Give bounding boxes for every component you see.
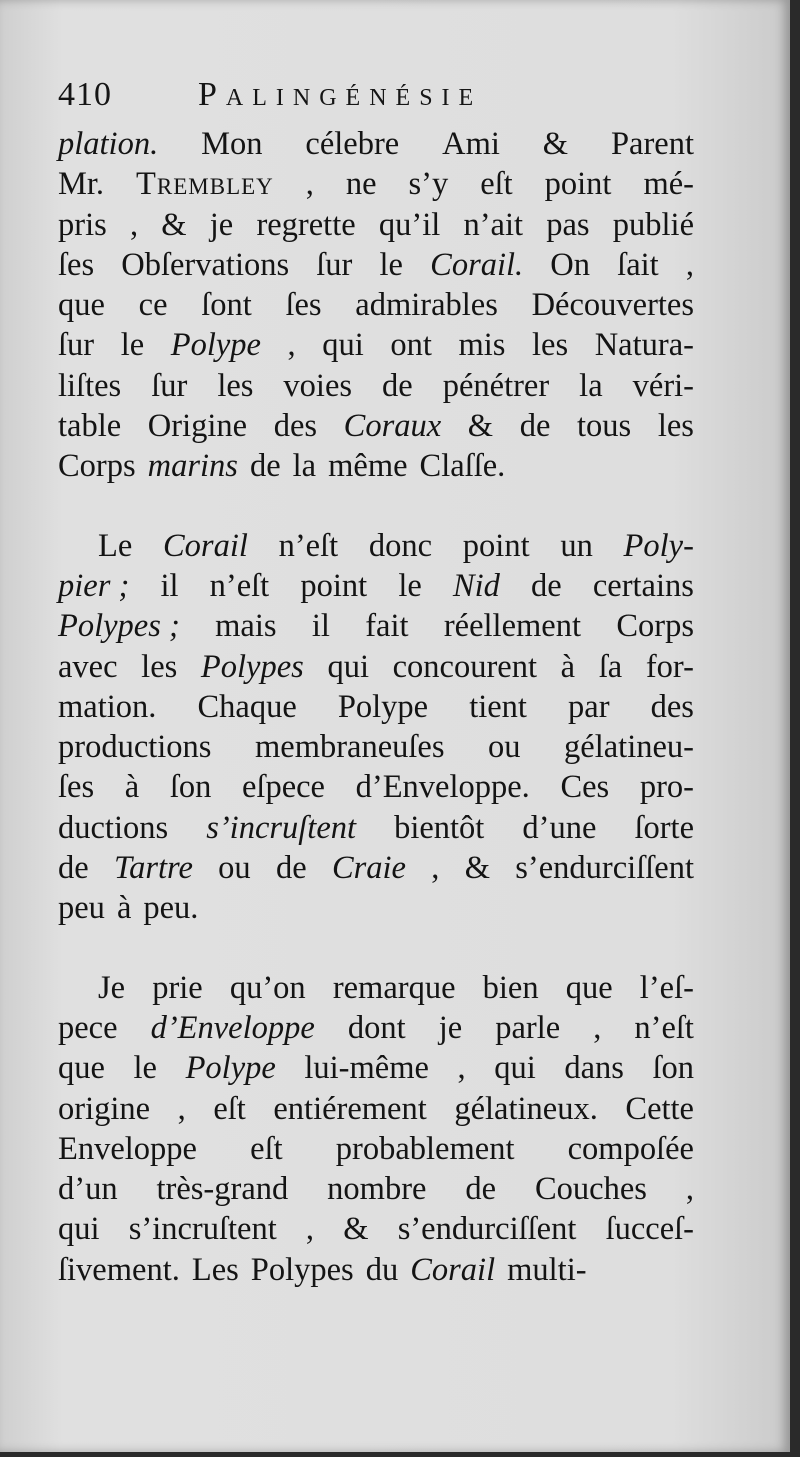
word: Mr.	[58, 166, 105, 203]
word: s’endurciſſent	[397, 1211, 577, 1248]
word: mis	[458, 327, 506, 364]
word: nombre	[327, 1171, 427, 1208]
word: Nid	[452, 567, 500, 604]
word: de	[531, 567, 562, 604]
word: remarque	[332, 969, 456, 1006]
word: que	[58, 287, 105, 324]
word: la	[579, 367, 603, 404]
word: que	[565, 969, 613, 1006]
word: entiérement	[273, 1090, 427, 1127]
word: Les	[191, 1251, 239, 1288]
word: Polypes	[250, 1251, 354, 1288]
word: de	[465, 1171, 497, 1208]
word: dans	[564, 1050, 624, 1087]
word: multi-	[507, 1251, 587, 1288]
word: s’incruſtent	[206, 809, 357, 846]
word: n’eſt	[278, 527, 339, 564]
word: ce	[138, 287, 168, 324]
word: ſa	[598, 648, 623, 685]
text-line	[58, 808, 694, 848]
word: publié	[612, 206, 694, 243]
word: les	[217, 367, 254, 404]
text-line	[58, 1089, 694, 1129]
word: qu’on	[229, 969, 306, 1006]
text-line	[58, 446, 694, 486]
word: les	[141, 648, 178, 685]
word: à	[124, 769, 140, 806]
word: pece	[58, 1009, 118, 1046]
text-line	[58, 366, 694, 406]
word: s’endurciſſent	[515, 850, 694, 887]
word: qui	[494, 1050, 536, 1087]
text-line	[58, 687, 694, 727]
word: membraneuſes	[254, 729, 445, 766]
word: ſon	[652, 1050, 694, 1087]
word: de	[382, 367, 413, 404]
word: Le	[98, 527, 133, 564]
word: Natura-	[594, 327, 694, 364]
word: peu	[58, 890, 105, 927]
word: Coraux	[343, 408, 442, 445]
word: n’eſt	[634, 1009, 694, 1046]
word: productions	[58, 729, 212, 766]
word: for-	[645, 648, 694, 685]
word: de	[519, 408, 551, 445]
word: ſes	[58, 246, 95, 283]
text-line	[58, 888, 694, 928]
word: d’une	[522, 809, 597, 846]
word: je	[438, 1009, 463, 1046]
word: mation.	[58, 688, 157, 725]
word: table	[58, 408, 122, 445]
word: plation.	[58, 126, 159, 162]
word: de	[275, 850, 307, 887]
word: Corail	[410, 1251, 496, 1288]
word: Polype	[185, 1050, 276, 1087]
word: ſur	[316, 246, 353, 283]
word: point	[462, 527, 530, 564]
text-line	[58, 406, 694, 446]
word: il	[160, 567, 179, 604]
word: Polype	[337, 688, 429, 725]
word: pro-	[639, 769, 694, 806]
word: à	[116, 890, 132, 927]
word: des	[650, 688, 694, 725]
text-line	[58, 285, 694, 325]
text-line	[58, 245, 694, 285]
text-line	[58, 727, 694, 767]
word: que	[58, 1050, 105, 1087]
word: d’Enveloppe.	[355, 769, 530, 806]
word: ,	[431, 850, 440, 887]
word: eſt	[480, 166, 513, 203]
word: les	[657, 408, 694, 445]
text-line	[58, 968, 694, 1008]
paragraph-gap	[58, 487, 694, 526]
word: Corail	[163, 527, 248, 564]
word: Découvertes	[531, 287, 694, 324]
word: n’ait	[463, 206, 524, 243]
running-title: Palingénésie	[198, 76, 483, 113]
word: certains	[592, 567, 694, 604]
word: un	[560, 527, 593, 564]
word: l’eſ-	[639, 969, 694, 1006]
text-line	[58, 647, 694, 687]
word: Claſſe.	[419, 448, 506, 485]
word: le	[398, 567, 422, 604]
word: Ces	[560, 769, 610, 806]
word: bientôt	[394, 809, 485, 846]
word: Corps	[58, 448, 136, 485]
page-number: 410	[58, 76, 112, 113]
word: Polypes	[200, 648, 304, 685]
word: ſur	[151, 367, 188, 404]
word: s’y	[408, 166, 449, 203]
text-line	[58, 124, 694, 164]
word: compoſée	[567, 1130, 694, 1167]
word: Tartre	[113, 850, 193, 887]
word: de	[58, 850, 89, 887]
word: ,	[287, 327, 296, 364]
word: avec	[58, 648, 118, 685]
word: très-grand	[156, 1171, 289, 1208]
word: Chaque	[197, 688, 297, 725]
text-line	[58, 566, 694, 606]
word: Ami	[442, 126, 500, 162]
word: ,	[593, 1009, 602, 1046]
word: Mon	[201, 126, 263, 162]
word: regrette	[256, 206, 356, 243]
word: lui-même	[304, 1050, 429, 1087]
paragraph	[58, 124, 694, 487]
word: pénétrer	[442, 367, 550, 404]
text-line	[58, 164, 694, 204]
word: tient	[469, 688, 527, 725]
word: &	[542, 126, 569, 162]
word: ,	[457, 1050, 466, 1087]
word: ſont	[201, 287, 252, 324]
word: ſucceſ-	[605, 1211, 694, 1248]
text-line	[58, 1169, 694, 1209]
word: ſait	[617, 246, 659, 283]
word: gélatineux.	[454, 1090, 598, 1127]
word: ſur	[58, 327, 95, 364]
word: je	[209, 206, 234, 243]
word: ſorte	[634, 809, 694, 846]
word: On	[550, 246, 591, 283]
text-line	[58, 1209, 694, 1249]
word: probablement	[335, 1130, 515, 1167]
word: de	[249, 448, 281, 485]
word: gélatineu-	[564, 729, 694, 766]
word: la	[292, 448, 317, 485]
word: ductions	[58, 809, 169, 846]
text-line	[58, 325, 694, 365]
word: donc	[368, 527, 433, 564]
word: qui	[327, 648, 369, 685]
word: Parent	[610, 126, 694, 162]
word: Cette	[625, 1090, 694, 1127]
word: il	[311, 608, 330, 645]
word: ,	[129, 206, 139, 243]
word: pier ;	[58, 567, 130, 604]
word: &	[343, 1211, 369, 1248]
word: ,	[685, 246, 694, 283]
running-head	[58, 76, 698, 114]
word: qu’il	[378, 206, 441, 243]
word: Obſervations	[121, 246, 290, 283]
word: Craie	[331, 850, 406, 887]
word: Je	[98, 969, 126, 1006]
word: ſon	[169, 769, 212, 806]
paragraph	[58, 526, 694, 929]
word: eſpece	[242, 769, 325, 806]
word: voies	[283, 367, 353, 404]
word: du	[365, 1251, 399, 1288]
word: ſes	[58, 769, 95, 806]
word: ,	[305, 166, 314, 203]
word: eſt	[250, 1130, 283, 1167]
text-line	[58, 848, 694, 888]
word: &	[467, 408, 494, 445]
word: Origine	[147, 408, 248, 445]
word: le	[120, 327, 145, 364]
word: Enveloppe	[58, 1130, 197, 1167]
word: ,	[305, 1211, 315, 1248]
word: Couches	[534, 1171, 647, 1208]
word: peu.	[143, 890, 199, 927]
text-line	[58, 1048, 694, 1088]
word: Trembley	[136, 166, 274, 203]
word: fait	[365, 608, 409, 645]
word: pris	[58, 206, 107, 243]
word: réellement	[443, 608, 581, 645]
word: Corps	[616, 608, 694, 645]
text-line	[58, 606, 694, 646]
word: ſes	[285, 287, 322, 324]
text-line	[58, 1250, 694, 1290]
word: véri-	[632, 367, 694, 404]
paragraph	[58, 968, 694, 1290]
word: qui	[58, 1211, 100, 1248]
word: admirables	[355, 287, 498, 324]
word: parle	[495, 1009, 561, 1046]
word: célebre	[305, 126, 400, 162]
word: à	[560, 648, 576, 685]
body-text	[58, 124, 694, 1290]
paragraph-gap	[58, 929, 694, 968]
word: concourent	[392, 648, 538, 685]
word: le	[379, 246, 403, 283]
word: ne	[345, 166, 377, 203]
text-line	[58, 767, 694, 807]
word: origine	[58, 1090, 151, 1127]
text-line	[58, 205, 694, 245]
word: le	[133, 1050, 157, 1087]
word: marins	[147, 448, 238, 485]
word: pas	[546, 206, 590, 243]
word: ,	[177, 1090, 186, 1127]
word: mais	[215, 608, 277, 645]
word: ,	[685, 1171, 694, 1208]
word: des	[273, 408, 318, 445]
word: s’incruſtent	[128, 1211, 277, 1248]
word: les	[532, 327, 569, 364]
word: liſtes	[58, 367, 122, 404]
word: &	[464, 850, 490, 887]
word: ſivement.	[58, 1251, 180, 1288]
word: eſt	[213, 1090, 246, 1127]
word: par	[568, 688, 610, 725]
word: ou	[488, 729, 521, 766]
text-line	[58, 526, 694, 566]
word: bien	[482, 969, 539, 1006]
word: d’Enveloppe	[150, 1009, 315, 1046]
word: &	[161, 206, 187, 243]
word: tous	[577, 408, 632, 445]
word: Polype	[170, 327, 261, 364]
word: même	[328, 448, 408, 485]
text-line	[58, 1129, 694, 1169]
word: Corail.	[430, 246, 524, 283]
word: qui	[322, 327, 364, 364]
word: Poly-	[623, 527, 694, 564]
word: point	[300, 567, 368, 604]
word: point	[544, 166, 612, 203]
word: Polypes ;	[58, 608, 180, 645]
text-line	[58, 1008, 694, 1048]
word: ou	[218, 850, 251, 887]
word: mé-	[643, 166, 694, 203]
word: ont	[390, 327, 432, 364]
word: d’un	[58, 1171, 118, 1208]
word: dont	[347, 1009, 406, 1046]
word: n’eſt	[209, 567, 270, 604]
word: prie	[152, 969, 203, 1006]
